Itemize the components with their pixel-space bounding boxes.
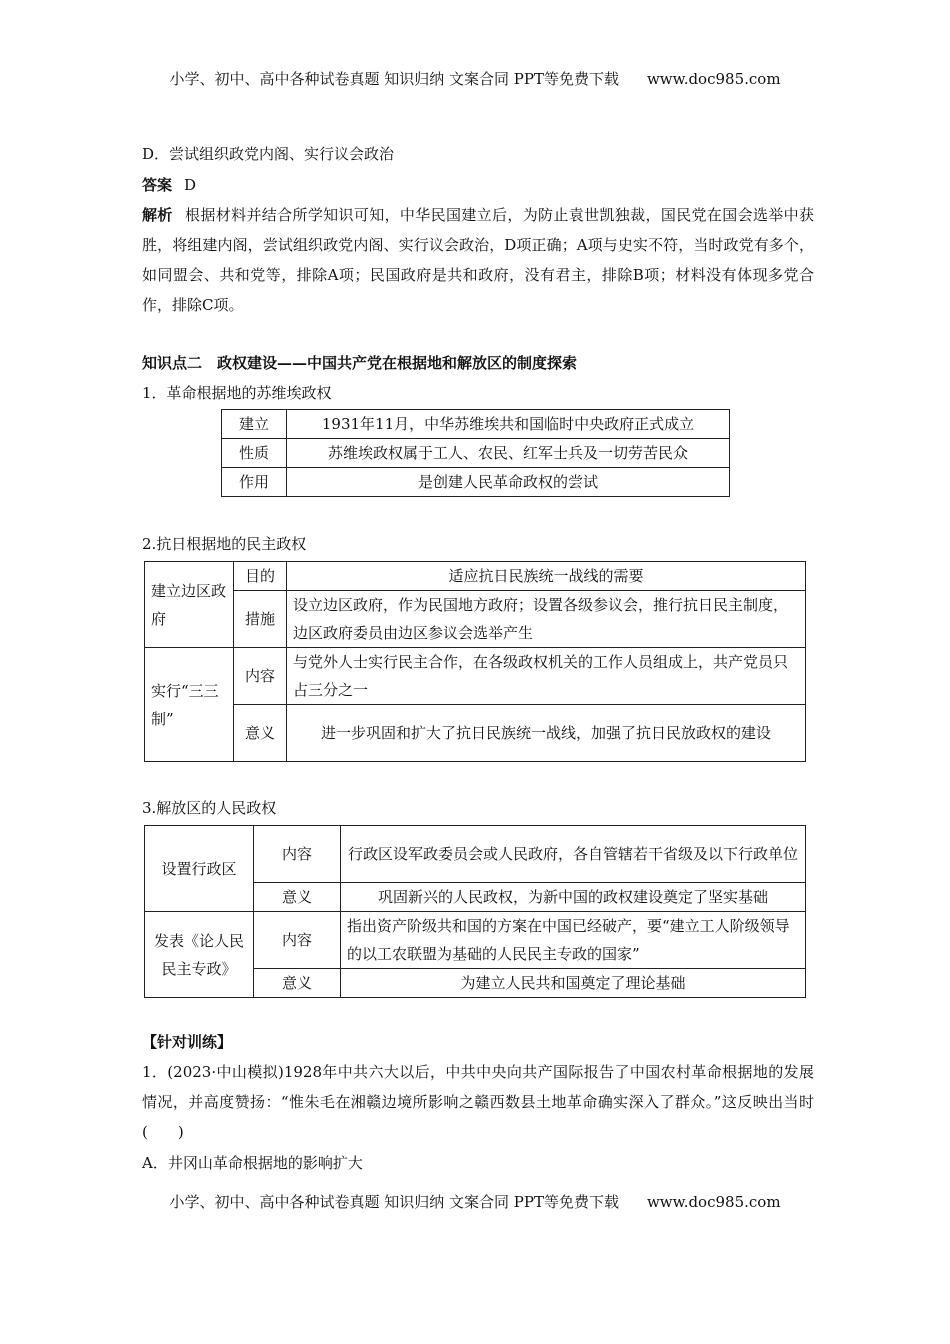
answer-label: 答案 xyxy=(142,176,173,194)
page-footer xyxy=(0,1191,950,1212)
table-cell-value: 1931年11月，中华苏维埃共和国临时中央政府正式成立 xyxy=(287,410,730,439)
row-key: 内容 xyxy=(254,912,341,969)
page-header xyxy=(0,68,950,89)
answer-line xyxy=(142,174,822,195)
row-key: 意义 xyxy=(254,883,341,912)
option-d: D．尝试组织政党内阁、实行议会政治 xyxy=(142,145,395,163)
table-row xyxy=(145,591,806,648)
analysis-paragraph xyxy=(142,200,814,320)
table-row xyxy=(222,410,730,439)
footer-site[interactable]: www.doc985.com xyxy=(646,1193,781,1211)
row-value: 与党外人士实行民主合作，在各级政权机关的工作人员组成上，共产党员只占三分之一 xyxy=(287,648,806,705)
section-title: 知识点二 政权建设——中国共产党在根据地和解放区的制度探索 xyxy=(142,354,578,372)
header-text: 小学、初中、高中各种试卷真题 知识归纳 文案合同 PPT等免费下载 xyxy=(169,70,619,88)
group-label: 设置行政区 xyxy=(145,826,254,912)
group-label: 实行“三三制” xyxy=(145,648,234,762)
question-1-option-a: A．井冈山革命根据地的影响扩大 xyxy=(142,1154,363,1172)
row-value: 巩固新兴的人民政权，为新中国的政权建设奠定了坚实基础 xyxy=(341,883,806,912)
row-value: 设立边区政府，作为民国地方政府；设置各级参议会，推行抗日民主制度，边区政府委员由边区参议会选举产生 xyxy=(287,591,806,648)
row-value: 进一步巩固和扩大了抗日民族统一战线，加强了抗日民放政权的建设 xyxy=(287,705,806,762)
soviet-table xyxy=(221,409,730,497)
question-1: 1．(2023·中山模拟)1928年中共六大以后，中共中央向共产国际报告了中国农村革命根据地的发展情况，并高度赞扬：“惟朱毛在湘赣边境所影响之赣西数县土地革命确实深入了群众。”这反映出当时( ) xyxy=(142,1063,814,1141)
table-row xyxy=(145,912,806,969)
analysis-text: 根据材料并结合所学知识可知，中华民国建立后，为防止袁世凯独裁，国民党在国会选举中获胜，将组建内阁，尝试组织政党内阁、实行议会政治，D项正确；A项与史实不符，当时政党有多个，如同盟会、共和党等，排除A项；民国政府是共和政府，没有君主，排除B项；材料没有体现多党合作，排除C项。 xyxy=(142,206,814,314)
row-key: 目的 xyxy=(234,562,287,591)
row-value: 指出资产阶级共和国的方案在中国已经破产，要“建立工人阶级领导的以工农联盟为基础的人民民主专政的国家” xyxy=(341,912,806,969)
row-value: 行政区设军政委员会或人民政府，各自管辖若干省级及以下行政单位 xyxy=(341,826,806,883)
row-value: 为建立人民共和国奠定了理论基础 xyxy=(341,969,806,998)
row-key: 措施 xyxy=(234,591,287,648)
anti-japanese-table xyxy=(144,561,806,762)
group-label: 建立边区政府 xyxy=(145,562,234,648)
table-row xyxy=(145,648,806,705)
table-row xyxy=(222,439,730,468)
row-key: 内容 xyxy=(254,826,341,883)
row-key: 意义 xyxy=(234,705,287,762)
table-row xyxy=(145,562,806,591)
table-cell-label: 建立 xyxy=(222,410,287,439)
training-title: 【针对训练】 xyxy=(142,1033,233,1051)
table-row xyxy=(145,705,806,762)
table-cell-value: 苏维埃政权属于工人、农民、红军士兵及一切劳苦民众 xyxy=(287,439,730,468)
table-row xyxy=(222,468,730,497)
header-site[interactable]: www.doc985.com xyxy=(646,70,781,88)
analysis-label: 解析 xyxy=(142,206,173,224)
row-value: 适应抗日民族统一战线的需要 xyxy=(287,562,806,591)
answer-value: D xyxy=(184,176,197,194)
group-label: 发表《论人民民主专政》 xyxy=(145,912,254,998)
sub2-title: 2.抗日根据地的民主政权 xyxy=(142,535,307,553)
footer-text: 小学、初中、高中各种试卷真题 知识归纳 文案合同 PPT等免费下载 xyxy=(169,1193,619,1211)
row-key: 内容 xyxy=(234,648,287,705)
table-cell-label: 作用 xyxy=(222,468,287,497)
sub3-title: 3.解放区的人民政权 xyxy=(142,799,277,817)
table-row xyxy=(145,826,806,883)
sub1-title: 1．革命根据地的苏维埃政权 xyxy=(142,384,332,402)
liberated-area-table xyxy=(144,825,806,998)
row-key: 意义 xyxy=(254,969,341,998)
table-cell-label: 性质 xyxy=(222,439,287,468)
table-cell-value: 是创建人民革命政权的尝试 xyxy=(287,468,730,497)
